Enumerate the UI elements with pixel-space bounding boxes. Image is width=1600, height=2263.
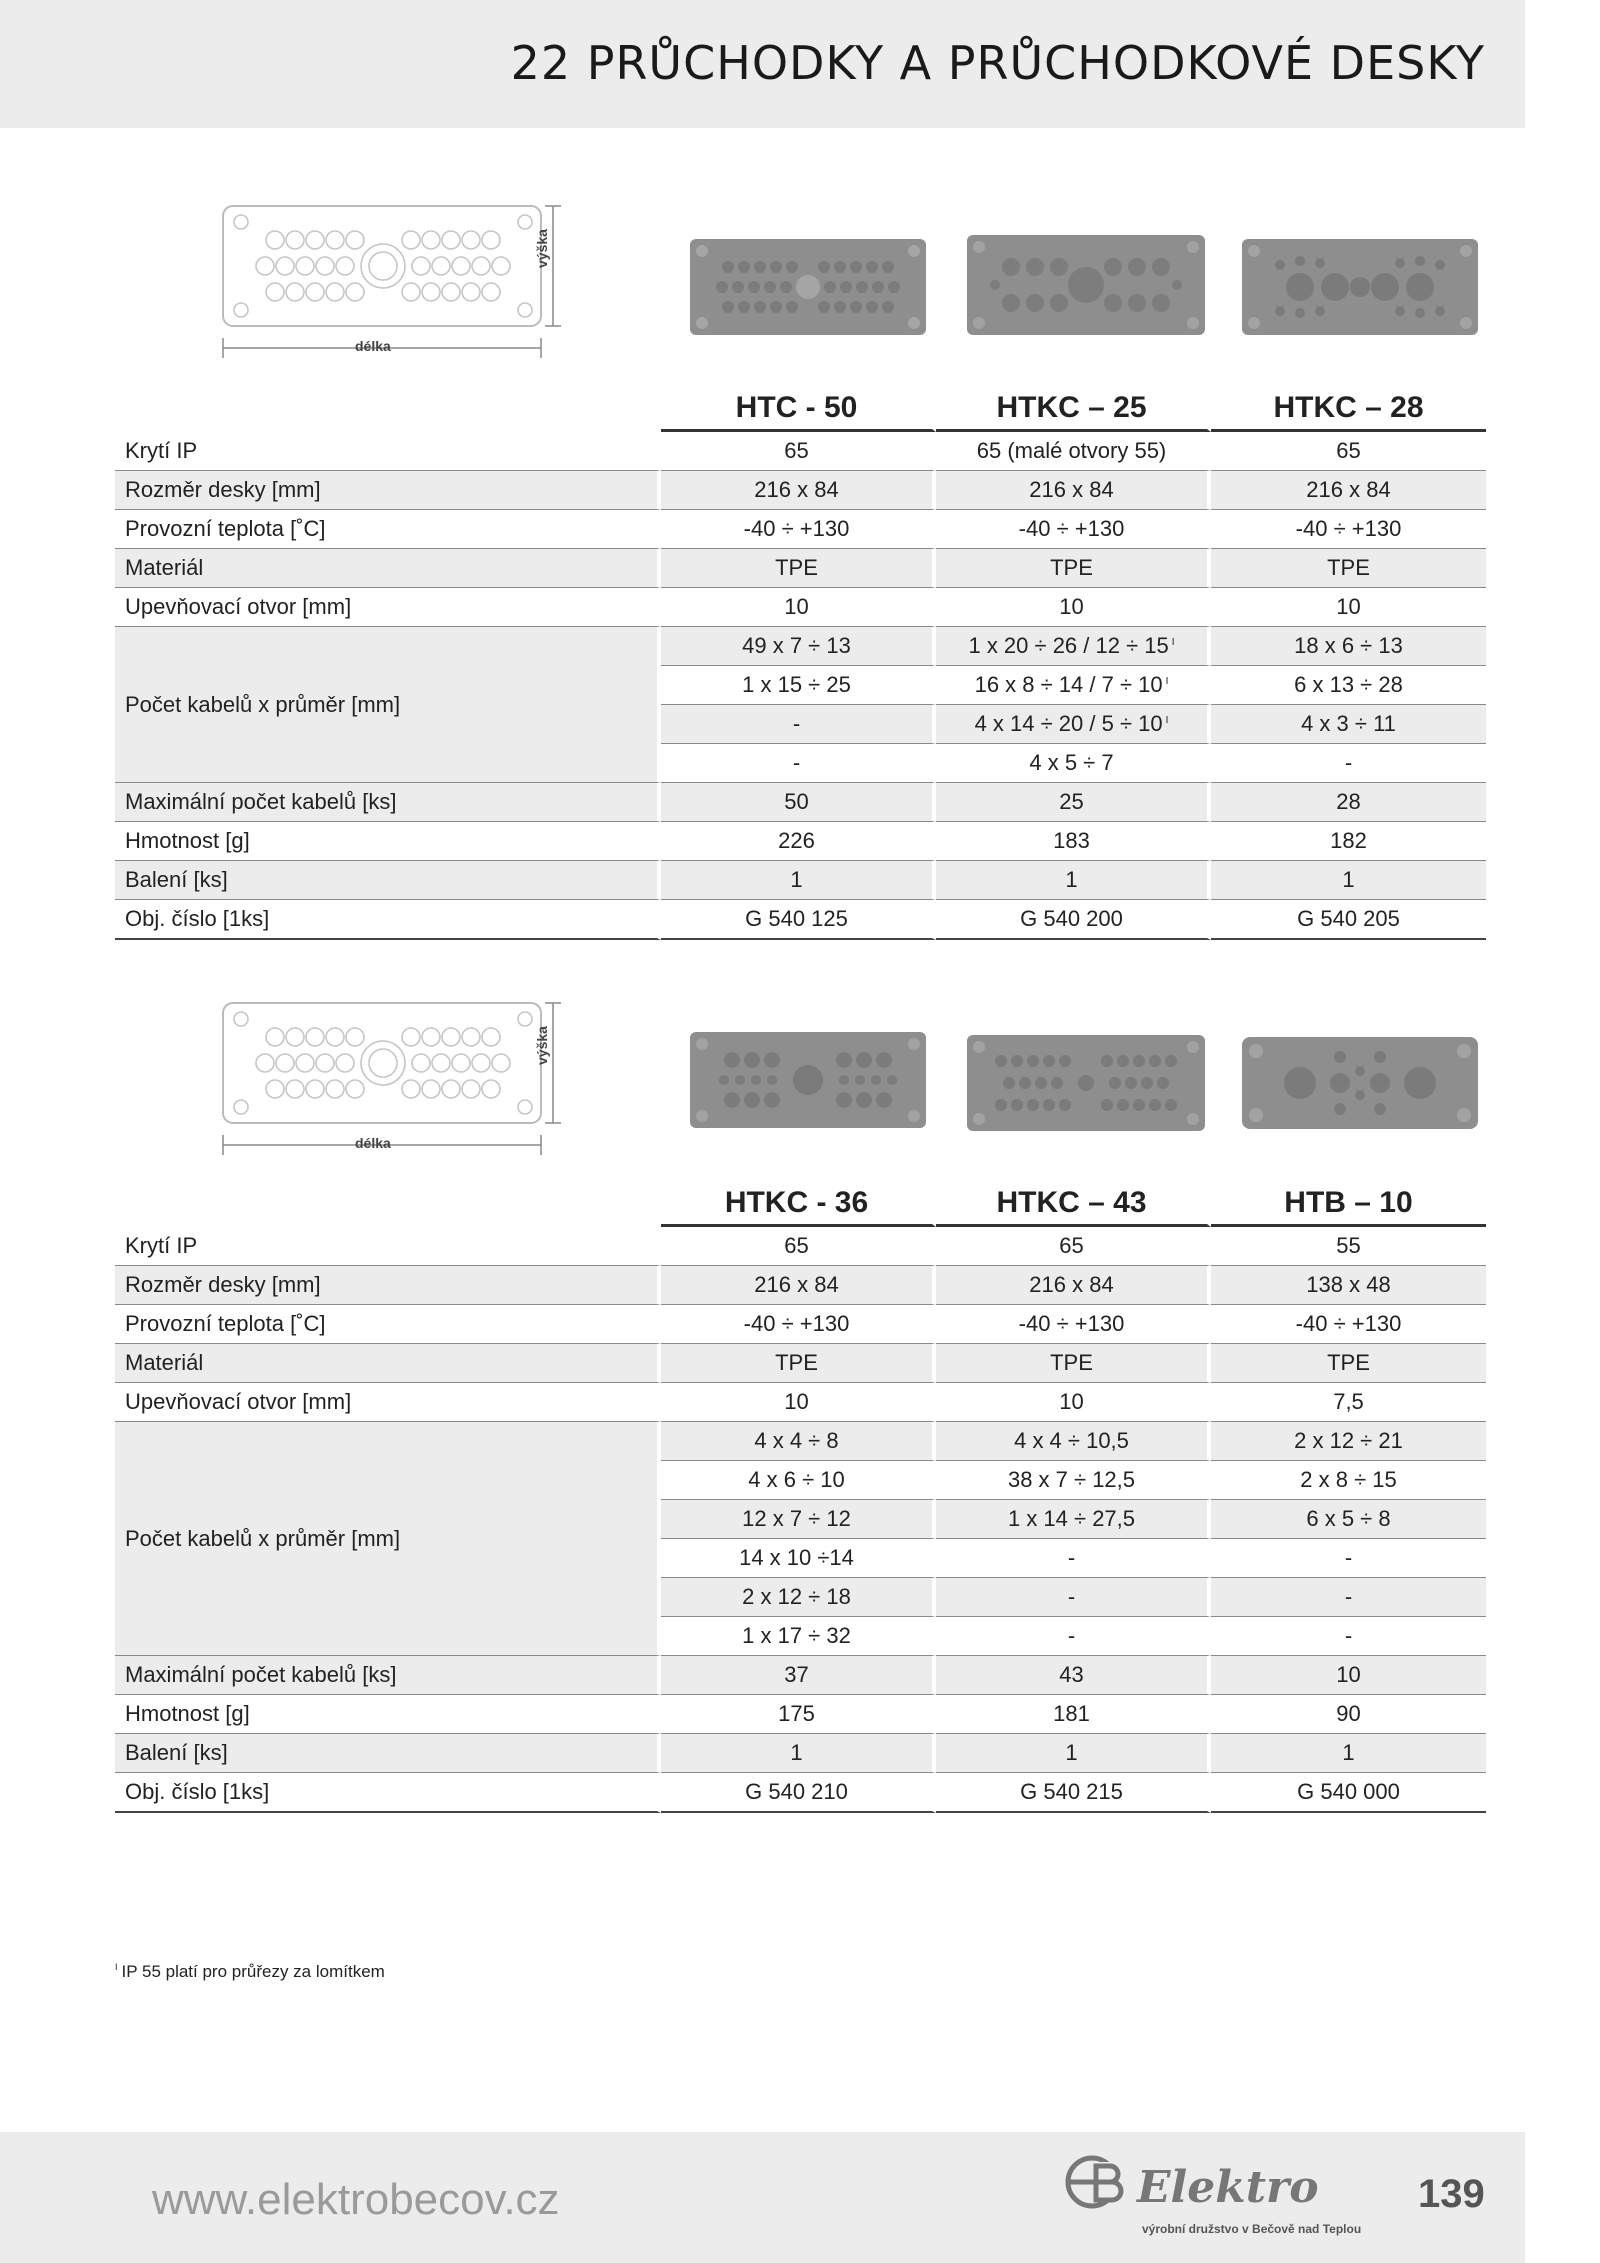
cell: G 540 200 — [936, 900, 1211, 940]
page-number: 139 — [1418, 2172, 1485, 2216]
table-row — [115, 549, 1486, 588]
footnote — [115, 1962, 385, 1982]
table-row — [115, 1734, 1486, 1773]
cell: 90 — [1211, 1695, 1486, 1734]
cell: 216 x 84 — [936, 1266, 1211, 1305]
cell: 216 x 84 — [936, 471, 1211, 510]
width-label: délka — [355, 338, 391, 354]
table-row — [115, 1305, 1486, 1344]
cell: -40 ÷ +130 — [1211, 1305, 1486, 1344]
row-label: Hmotnost [g] — [115, 822, 661, 861]
cell: 50 — [661, 783, 936, 822]
cell: 1 x 15 ÷ 25 — [661, 666, 936, 705]
row-label: Balení [ks] — [115, 1734, 661, 1773]
cell: 10 — [661, 1383, 936, 1422]
cell: 1 — [936, 1734, 1211, 1773]
cell-text: 1 x 20 ÷ 26 / 12 ÷ 15 — [968, 633, 1169, 658]
cell: 175 — [661, 1695, 936, 1734]
cell: - — [1211, 744, 1486, 783]
cell: 7,5 — [1211, 1383, 1486, 1422]
cell: 226 — [661, 822, 936, 861]
cell: TPE — [936, 1344, 1211, 1383]
table-row — [115, 1656, 1486, 1695]
table-row — [115, 1344, 1486, 1383]
cell: 43 — [936, 1656, 1211, 1695]
cell: 10 — [1211, 588, 1486, 627]
website-link[interactable]: www.elektrobecov.cz — [152, 2175, 560, 2224]
cell: G 540 000 — [1211, 1773, 1486, 1813]
row-label: Maximální počet kabelů [ks] — [115, 1656, 661, 1695]
cell: 12 x 7 ÷ 12 — [661, 1500, 936, 1539]
footnote-mark: I — [1165, 676, 1169, 687]
product-photo-htkc-25 — [965, 233, 1207, 337]
row-label: Rozměr desky [mm] — [115, 471, 661, 510]
cell: 10 — [936, 1383, 1211, 1422]
cell: TPE — [661, 1344, 936, 1383]
cell: 14 x 10 ÷14 — [661, 1539, 936, 1578]
cell: 6 x 5 ÷ 8 — [1211, 1500, 1486, 1539]
cell: 4 x 4 ÷ 10,5 — [936, 1422, 1211, 1461]
product-photo-htkc-36 — [688, 1030, 928, 1130]
cell: 10 — [1211, 1656, 1486, 1695]
cell: 181 — [936, 1695, 1211, 1734]
cell: 2 x 12 ÷ 18 — [661, 1578, 936, 1617]
cell: - — [661, 705, 936, 744]
row-label: Provozní teplota [˚C] — [115, 1305, 661, 1344]
row-label: Rozměr desky [mm] — [115, 1266, 661, 1305]
header-spacer — [115, 379, 661, 432]
table-row — [115, 1266, 1486, 1305]
cell: -40 ÷ +130 — [936, 1305, 1211, 1344]
cell: 25 — [936, 783, 1211, 822]
cell: -40 ÷ +130 — [1211, 510, 1486, 549]
row-label: Počet kabelů x průměr [mm] — [115, 627, 661, 783]
elektro-logo — [1062, 2152, 1382, 2222]
footnote-mark: I — [115, 1962, 118, 1972]
cell: -40 ÷ +130 — [661, 510, 936, 549]
product-name: HTKC – 28 — [1211, 379, 1486, 432]
cell: 65 — [1211, 432, 1486, 471]
table-row — [115, 783, 1486, 822]
product-name: HTKC – 43 — [936, 1174, 1211, 1227]
row-label: Maximální počet kabelů [ks] — [115, 783, 661, 822]
cell: TPE — [936, 549, 1211, 588]
cell — [936, 705, 1211, 744]
cell: - — [1211, 1578, 1486, 1617]
cell: 1 — [661, 861, 936, 900]
cell: 10 — [661, 588, 936, 627]
row-label: Obj. číslo [1ks] — [115, 900, 661, 940]
cell: G 540 125 — [661, 900, 936, 940]
cell — [936, 666, 1211, 705]
row-label: Upevňovací otvor [mm] — [115, 588, 661, 627]
cell: - — [936, 1539, 1211, 1578]
footnote-text: IP 55 platí pro průřezy za lomítkem — [121, 1962, 385, 1981]
product-photo-htkc-28 — [1240, 237, 1480, 337]
cell-text: 4 x 14 ÷ 20 / 5 ÷ 10 — [974, 711, 1163, 736]
cell: 65 (malé otvory 55) — [936, 432, 1211, 471]
row-label: Hmotnost [g] — [115, 1695, 661, 1734]
cell: G 540 215 — [936, 1773, 1211, 1813]
cell: 1 — [1211, 1734, 1486, 1773]
cell: TPE — [661, 549, 936, 588]
cell: 216 x 84 — [661, 471, 936, 510]
spec-table-2 — [115, 1174, 1486, 1813]
table-row — [115, 822, 1486, 861]
cell: 138 x 48 — [1211, 1266, 1486, 1305]
table-row — [115, 432, 1486, 471]
height-label: výška — [534, 1026, 550, 1065]
cell: 6 x 13 ÷ 28 — [1211, 666, 1486, 705]
table-row — [115, 861, 1486, 900]
table-row — [115, 1773, 1486, 1813]
footnote-mark: I — [1165, 715, 1169, 726]
product-name: HTB – 10 — [1211, 1174, 1486, 1227]
cell: 37 — [661, 1656, 936, 1695]
cell-text: 16 x 8 ÷ 14 / 7 ÷ 10 — [974, 672, 1163, 697]
cell: 1 — [936, 861, 1211, 900]
width-label: délka — [355, 1135, 391, 1151]
cell: - — [661, 744, 936, 783]
cell: -40 ÷ +130 — [936, 510, 1211, 549]
row-label: Počet kabelů x průměr [mm] — [115, 1422, 661, 1656]
logo-tagline: výrobní družstvo v Bečově nad Teplou — [1142, 2222, 1362, 2236]
row-label: Provozní teplota [˚C] — [115, 510, 661, 549]
table-row — [115, 1227, 1486, 1266]
cell: -40 ÷ +130 — [661, 1305, 936, 1344]
cell: 38 x 7 ÷ 12,5 — [936, 1461, 1211, 1500]
cell: 65 — [936, 1227, 1211, 1266]
product-name: HTC - 50 — [661, 379, 936, 432]
cell: 28 — [1211, 783, 1486, 822]
cell: 182 — [1211, 822, 1486, 861]
cell: 183 — [936, 822, 1211, 861]
cell: 1 x 17 ÷ 32 — [661, 1617, 936, 1656]
cell: 55 — [1211, 1227, 1486, 1266]
row-label: Obj. číslo [1ks] — [115, 1773, 661, 1813]
cell: 1 — [661, 1734, 936, 1773]
cell: G 540 205 — [1211, 900, 1486, 940]
table-row — [115, 471, 1486, 510]
cell: 4 x 6 ÷ 10 — [661, 1461, 936, 1500]
cell: 2 x 8 ÷ 15 — [1211, 1461, 1486, 1500]
product-photo-htb-10 — [1240, 1035, 1480, 1131]
table-row — [115, 627, 1486, 666]
height-label: výška — [534, 229, 550, 268]
cell — [936, 627, 1211, 666]
product-name: HTKC - 36 — [661, 1174, 936, 1227]
row-label: Balení [ks] — [115, 861, 661, 900]
logo-text: Elektro — [1137, 2162, 1319, 2213]
row-label: Materiál — [115, 549, 661, 588]
row-label: Krytí IP — [115, 432, 661, 471]
dimension-drawing — [215, 995, 575, 1165]
header-spacer — [115, 1174, 661, 1227]
cell: 1 — [1211, 861, 1486, 900]
table-row — [115, 588, 1486, 627]
cell: 4 x 3 ÷ 11 — [1211, 705, 1486, 744]
cell: 216 x 84 — [661, 1266, 936, 1305]
cell: - — [1211, 1539, 1486, 1578]
cell: 4 x 4 ÷ 8 — [661, 1422, 936, 1461]
footnote-mark: I — [1171, 637, 1175, 648]
cell: - — [1211, 1617, 1486, 1656]
cell: 65 — [661, 1227, 936, 1266]
cell: 65 — [661, 432, 936, 471]
cell: 49 x 7 ÷ 13 — [661, 627, 936, 666]
spec-table-1 — [115, 379, 1486, 940]
cell: 4 x 5 ÷ 7 — [936, 744, 1211, 783]
table-row — [115, 510, 1486, 549]
cell: - — [936, 1617, 1211, 1656]
row-label: Krytí IP — [115, 1227, 661, 1266]
dimension-drawing — [215, 198, 575, 368]
table-row — [115, 1422, 1486, 1461]
cell: TPE — [1211, 1344, 1486, 1383]
cell: 1 x 14 ÷ 27,5 — [936, 1500, 1211, 1539]
product-photo-htkc-43 — [965, 1033, 1207, 1133]
cell: 10 — [936, 588, 1211, 627]
cell: TPE — [1211, 549, 1486, 588]
cell: 216 x 84 — [1211, 471, 1486, 510]
row-label: Materiál — [115, 1344, 661, 1383]
product-photo-htc-50 — [688, 237, 928, 337]
product-name: HTKC – 25 — [936, 379, 1211, 432]
table-row — [115, 1695, 1486, 1734]
cell: - — [936, 1578, 1211, 1617]
page-title: 22 PRŮCHODKY A PRŮCHODKOVÉ DESKY — [510, 36, 1485, 90]
row-label: Upevňovací otvor [mm] — [115, 1383, 661, 1422]
cell: G 540 210 — [661, 1773, 936, 1813]
cell: 18 x 6 ÷ 13 — [1211, 627, 1486, 666]
table-row — [115, 900, 1486, 940]
cell: 2 x 12 ÷ 21 — [1211, 1422, 1486, 1461]
table-row — [115, 1383, 1486, 1422]
